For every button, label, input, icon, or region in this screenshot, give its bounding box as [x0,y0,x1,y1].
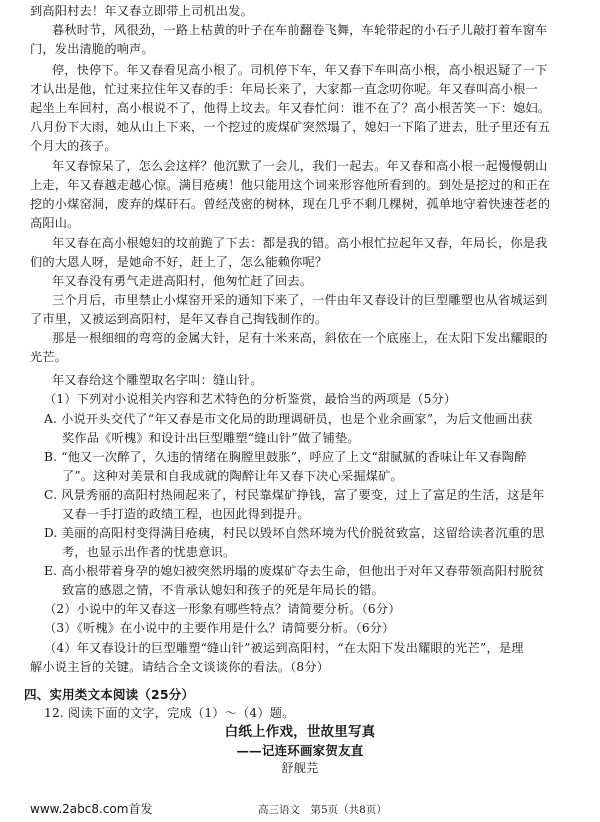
story-line: 停，快停下。年又春看见高小根了。司机停下车，年又春下车叫高小根，高小根迟疑了一下 [52,63,548,77]
story-line: 光芒。 [30,350,68,364]
story-line: 三个月后，市里禁止小煤窑开采的通知下来了，一件由年又春设计的巨型雕塑也从省城运到 [52,293,548,307]
story-line: 年又春没有勇气走进高阳村，他匆忙赶了回去。 [52,274,313,288]
option-b-cont: 了”。这种对美景和自我成就的陶醉让年又春下决心采掘煤矿。 [62,469,403,483]
story-line: 上走，年又春越走越心惊。满目疮痍！他只能用这个词来形容他所看到的。到处是挖过的和正在 [30,178,551,192]
option-d-cont: 考，也显示出作者的忧患意识。 [62,545,236,559]
story-line: 暮秋时节，风很劲，一路上枯黄的叶子在车前翻卷飞舞，车轮带起的小石子儿敲打着车窗车 [52,23,548,37]
option-e: E. 高小根带着身孕的媳妇被突然坍塌的废煤矿夺去生命，但他出于对年又春带领高阳村脱贫 [44,564,545,578]
story-line: 年又春惊呆了，怎么会这样？他沉默了一会儿，我们一起去。年又春和高小根一起慢慢朝山 [52,159,548,173]
section-heading: 四、实用类文本阅读（25分） [24,687,195,702]
question-4-cont: 解小说主旨的关键。请结合全文谈谈你的看法。（8分） [30,660,330,674]
page-number: 高三语文 第5页（共8页） [258,804,387,816]
option-b: B. “他又一次醉了，久违的情绪在胸膛里鼓胀”，呼应了上文“甜腻腻的香味让年又春陶醉 [44,450,527,464]
story-line: 了市里，又被运到高阳村，是年又春自己掏钱制作的。 [30,312,328,326]
story-line: 起坐上车回村，高小根说不了，他得上坟去。年又春忙问：谁不在了？高小根苦笑一下：媳妇。 [30,101,551,115]
story-line: 那是一根细细的弯弯的金属大针，足有十米来高，斜依在一个底座上，在太阳下发出耀眼的 [52,331,548,345]
question-4: （4）年又春设计的巨型雕塑“缝山针”被运到高阳村，“在太阳下发出耀眼的光芒”，是理 [44,641,524,655]
story-line: 们的大恩人呀，是她命不好，赶上了，怎么能赖你呢？ [30,255,328,269]
story-line: 挖的小煤窑洞，废弃的煤矸石。曾经茂密的树林，现在几乎不剩几棵树，孤单地守着快速苍老的 [30,197,551,211]
option-d: D. 美丽的高阳村变得满目疮痍，村民以毁坏自然环境为代价脱贫致富，这留给读者沉重的思 [44,526,545,540]
story-line: 八月份下大雨，她从山上下来，一个挖过的废煤矿突然塌了，媳妇一下陷了进去，肚子里还有五 [30,120,551,134]
story-line: 门，发出清脆的响声。 [30,42,154,56]
question-2: （2）小说中的年又春这一形象有哪些特点？请简要分析。（6分） [44,602,401,616]
story-line: 年又春在高小根媳妇的坟前跪了下去：都是我的错。高小根忙拉起年又春，年局长，你是我 [52,236,548,250]
story-line: 才认出是他，忙过来拉住年又春的手：年局长来了，大家都一直念叨你呢。年又春叫高小根一 [30,82,538,96]
option-e-cont: 致富的感恩之情，不肯承认媳妇和孩子的死是年局长的错。 [62,583,385,597]
option-c: C. 风景秀丽的高阳村热闹起来了，村民靠煤矿挣钱，富了要变，过上了富足的生活，这是年 [44,488,545,502]
question-intro: （1）下列对小说相关内容和艺术特色的分析鉴赏，最恰当的两项是（5分） [44,392,457,406]
option-a-cont: 奖作品《听槐》和设计出巨型雕塑“缝山针”做了铺垫。 [62,431,360,445]
story-line: 年又春给这个雕塑取名字叫：缝山针。 [52,373,263,387]
question-3: （3）《听槐》在小说中的主要作用是什么？请简要分析。（6分） [44,621,395,635]
article-subtitle: ——记连环画家贺友直 [236,743,364,758]
story-line: 个月大的孩子。 [30,139,117,153]
article-title: 白纸上作戏，世故里写真 [224,724,376,740]
story-line: 到高阳村去！年又春立即带上司机出发。 [30,4,253,18]
option-c-cont: 又春一手打造的政绩工程，也因此得到提升。 [62,507,310,521]
story-line: 高阳山。 [30,216,80,230]
footer-site-link[interactable]: www.2abc8.com首发 [30,802,153,816]
section-instruction: 12. 阅读下面的文字，完成（1）～（4）题。 [44,706,295,720]
article-author: 舒舰芫 [281,761,319,775]
option-a: A. 小说开头交代了“年又春是市文化局的助理调研员，也是个业余画家”，为后文他画出获 [44,412,533,426]
